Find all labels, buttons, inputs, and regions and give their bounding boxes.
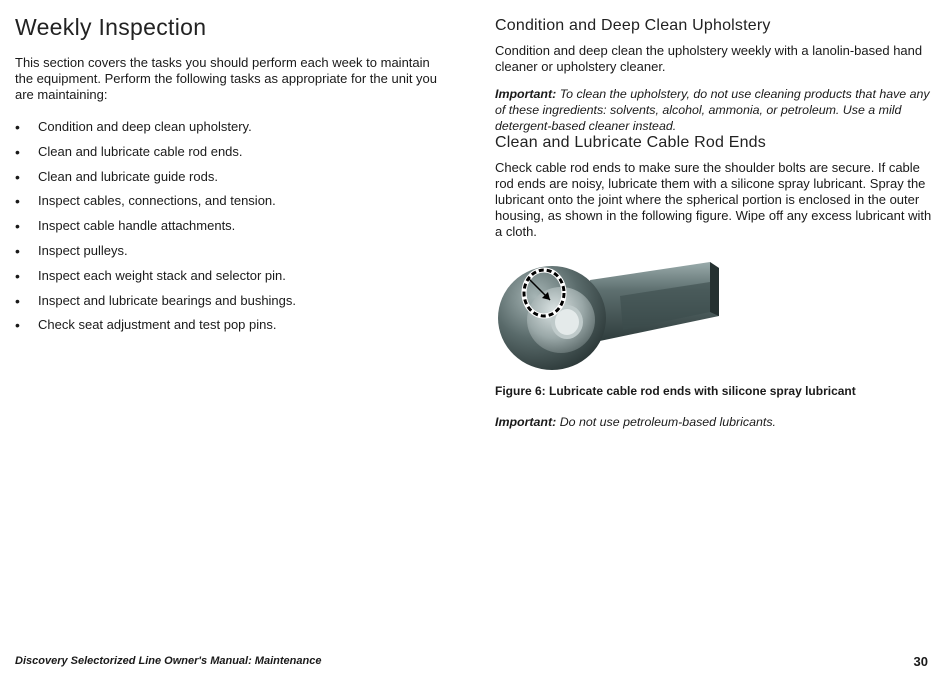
ball-bore-inner [555,309,579,335]
rod-shaft-end-face [710,262,719,316]
intro-paragraph: This section covers the tasks you should perform each week to maintain the equipment. Perform the following tasks as appropriate for the unit you are maintaining: [15,55,438,102]
bullet-icon: • [15,143,20,160]
list-item [15,243,445,259]
rod-end-illustration [495,256,725,376]
section-heading-upholstery: Condition and Deep Clean Upholstery [495,17,771,34]
task-text: Condition and deep clean upholstery. [38,119,252,134]
page-number: 30 [913,654,928,669]
list-item [15,119,445,135]
bullet-icon: • [15,242,20,259]
right-column [495,14,935,430]
task-text: Inspect cable handle attachments. [38,218,236,234]
list-item [15,193,445,209]
task-text: Inspect cables, connections, and tension. [38,193,276,209]
note-label: Important: [495,87,557,101]
bullet-icon: • [15,218,20,235]
task-text: Clean and lubricate cable rod ends. [38,143,243,159]
task-text: Inspect each weight stack and selector pin. [38,267,286,283]
upholstery-important-note [495,86,935,134]
bullet-icon: • [15,193,20,210]
bullet-icon: • [15,292,20,309]
rod-end-figure [495,256,725,376]
task-list [15,119,445,333]
bullet-icon: • [15,317,20,334]
section-heading-cable-rod-ends: Clean and Lubricate Cable Rod Ends [495,134,766,151]
figure-caption: Figure 6: Lubricate cable rod ends with silicone spray lubricant [495,384,856,398]
list-item [15,317,445,333]
task-text: Inspect pulleys. [38,242,128,258]
lubricant-important-note [495,414,935,430]
list-item [15,218,445,234]
list-item [15,144,445,160]
task-text: Inspect and lubricate bearings and bushings. [38,292,297,308]
cable-rod-body: Check cable rod ends to make sure the shoulder bolts are secure. If cable rod ends are noisy, lubricate them with a silicone spray lubricant. Spray the lubricant onto the joint where the spherical portion is enclosed in the outer housing, as shown in the following figure. Wipe off any excess lubricant with a cloth. [495,160,932,239]
upholstery-body: Condition and deep clean the upholstery weekly with a lanolin-based hand cleaner or upholstery cleaner. [495,43,923,74]
note-text: Do not use petroleum-based lubricants. [559,415,776,429]
list-item [15,293,445,309]
bullet-icon: • [15,168,20,185]
bullet-icon: • [15,267,20,284]
left-column [15,14,445,342]
task-text: Clean and lubricate guide rods. [38,168,218,184]
page-title: Weekly Inspection [15,14,207,40]
task-text: Check seat adjustment and test pop pins. [38,317,277,333]
list-item [15,268,445,284]
footer-title: Discovery Selectorized Line Owner's Manual: Maintenance [15,655,322,667]
note-label: Important: [495,415,557,429]
note-text: To clean the upholstery, do not use cleaning products that have any of these ingredients: solvents, alcohol, ammonia, or petroleum. Use a mild detergent-based cleaner instead. [495,87,930,133]
bullet-icon: • [15,119,20,135]
list-item [15,169,445,185]
